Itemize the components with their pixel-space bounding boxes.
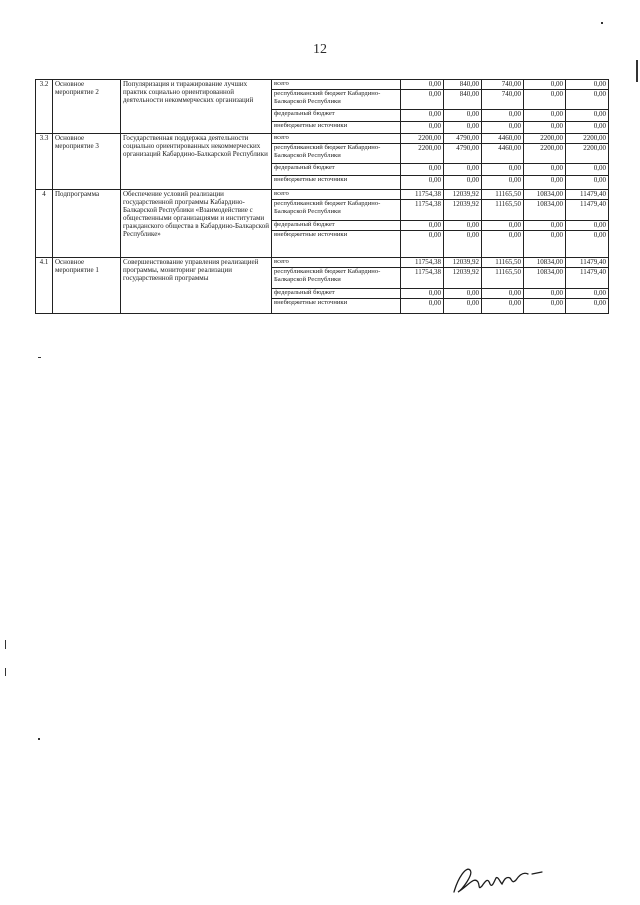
value-cell: 0,00 — [401, 299, 444, 314]
value-cell: 0,00 — [524, 90, 566, 110]
value-cell: 0,00 — [524, 80, 566, 90]
activity-description: Государственная поддержка деятельности социально ориентированных некоммерческих организаций Кабардино-Балкарской Республики — [121, 134, 272, 190]
activity-name: Основное мероприятие 3 — [53, 134, 121, 190]
value-cell: 0,00 — [401, 110, 444, 122]
value-cell: 0,00 — [482, 122, 524, 134]
value-cell: 0,00 — [401, 221, 444, 231]
value-cell: 0,00 — [444, 231, 482, 258]
value-cell: 0,00 — [444, 110, 482, 122]
value-cell: 2200,00 — [401, 144, 444, 164]
value-cell: 0,00 — [482, 176, 524, 190]
value-cell: 11479,40 — [566, 268, 609, 289]
value-cell: 11479,40 — [566, 190, 609, 200]
value-cell: 4790,00 — [444, 144, 482, 164]
activity-name: Подпрограмма — [53, 190, 121, 258]
value-cell: 12039,92 — [444, 258, 482, 268]
value-cell: 840,00 — [444, 80, 482, 90]
value-cell: 0,00 — [524, 221, 566, 231]
value-cell: 12039,92 — [444, 200, 482, 221]
funding-source: федеральный бюджет — [272, 289, 401, 299]
signature-image — [448, 856, 558, 898]
value-cell: 0,00 — [444, 299, 482, 314]
value-cell: 11754,38 — [401, 200, 444, 221]
value-cell: 0,00 — [482, 110, 524, 122]
value-cell: 0,00 — [524, 110, 566, 122]
funding-source: республиканский бюджет Кабардино-Балкарской Республики — [272, 200, 401, 221]
value-cell: 4790,00 — [444, 134, 482, 144]
value-cell: 10834,00 — [524, 268, 566, 289]
value-cell: 840,00 — [444, 90, 482, 110]
value-cell: 11479,40 — [566, 200, 609, 221]
funding-source: внебюджетные источники — [272, 299, 401, 314]
value-cell: 10834,00 — [524, 190, 566, 200]
value-cell: 0,00 — [444, 289, 482, 299]
value-cell: 740,00 — [482, 80, 524, 90]
value-cell: 0,00 — [401, 176, 444, 190]
value-cell: 0,00 — [566, 299, 609, 314]
activity-description: Популяризация и тиражирование лучших практик социально ориентированной деятельности некоммерческих организаций — [121, 80, 272, 134]
value-cell: 0,00 — [566, 231, 609, 258]
value-cell: 11165,50 — [482, 268, 524, 289]
activity-name: Основное мероприятие 1 — [53, 258, 121, 314]
activity-description: Обеспечение условий реализации государственной программы Кабардино-Балкарской Республики «Взаимодействие с общественными организациями и институтами гражданского общества в Кабардино-Балкарской Республике» — [121, 190, 272, 258]
value-cell: 0,00 — [401, 122, 444, 134]
value-cell: 11754,38 — [401, 258, 444, 268]
value-cell: 0,00 — [482, 164, 524, 176]
value-cell: 0,00 — [401, 231, 444, 258]
table-row — [36, 80, 609, 90]
value-cell: 11754,38 — [401, 268, 444, 289]
row-number: 3.2 — [36, 80, 53, 134]
value-cell: 2200,00 — [566, 134, 609, 144]
value-cell: 0,00 — [566, 176, 609, 190]
value-cell: 0,00 — [566, 80, 609, 90]
funding-source: республиканский бюджет Кабардино-Балкарской Республики — [272, 144, 401, 164]
value-cell: 11165,50 — [482, 200, 524, 221]
activity-description: Совершенствование управления реализацией программы, мониторинг реализации государственной программы — [121, 258, 272, 314]
table-row — [36, 134, 609, 144]
value-cell: 11165,50 — [482, 258, 524, 268]
value-cell: 0,00 — [566, 221, 609, 231]
value-cell: 0,00 — [524, 176, 566, 190]
value-cell: 2200,00 — [524, 144, 566, 164]
row-number: 4.1 — [36, 258, 53, 314]
value-cell: 4460,00 — [482, 144, 524, 164]
value-cell: 0,00 — [524, 231, 566, 258]
funding-source: внебюджетные источники — [272, 176, 401, 190]
value-cell: 0,00 — [566, 164, 609, 176]
value-cell: 0,00 — [444, 164, 482, 176]
value-cell: 0,00 — [401, 80, 444, 90]
value-cell: 0,00 — [566, 122, 609, 134]
scan-mark — [636, 60, 638, 82]
funding-source: республиканский бюджет Кабардино-Балкарской Республики — [272, 90, 401, 110]
value-cell: 11754,38 — [401, 190, 444, 200]
funding-source: всего — [272, 134, 401, 144]
value-cell: 11165,50 — [482, 190, 524, 200]
value-cell: 11479,40 — [566, 258, 609, 268]
budget-table — [35, 79, 609, 314]
value-cell: 0,00 — [566, 110, 609, 122]
scan-mark — [38, 738, 40, 740]
funding-source: всего — [272, 258, 401, 268]
scan-mark — [5, 668, 6, 676]
value-cell: 0,00 — [482, 231, 524, 258]
row-number: 3.3 — [36, 134, 53, 190]
value-cell: 0,00 — [524, 299, 566, 314]
scan-mark — [5, 640, 6, 649]
value-cell: 0,00 — [444, 122, 482, 134]
page-number: 12 — [313, 42, 327, 57]
value-cell: 0,00 — [566, 289, 609, 299]
scan-mark — [601, 22, 603, 24]
funding-source: федеральный бюджет — [272, 110, 401, 122]
row-number: 4 — [36, 190, 53, 258]
table-row — [36, 258, 609, 268]
value-cell: 10834,00 — [524, 258, 566, 268]
funding-source: всего — [272, 80, 401, 90]
funding-source: всего — [272, 190, 401, 200]
value-cell: 0,00 — [401, 289, 444, 299]
value-cell: 740,00 — [482, 90, 524, 110]
value-cell: 0,00 — [444, 221, 482, 231]
value-cell: 0,00 — [482, 289, 524, 299]
funding-source: внебюджетные источники — [272, 231, 401, 258]
funding-source: внебюджетные источники — [272, 122, 401, 134]
funding-source: федеральный бюджет — [272, 221, 401, 231]
value-cell: 0,00 — [566, 90, 609, 110]
value-cell: 4460,00 — [482, 134, 524, 144]
value-cell: 0,00 — [401, 164, 444, 176]
value-cell: 0,00 — [524, 164, 566, 176]
value-cell: 10834,00 — [524, 200, 566, 221]
scan-mark — [38, 357, 41, 358]
value-cell: 0,00 — [444, 176, 482, 190]
table-row — [36, 190, 609, 200]
funding-source: республиканский бюджет Кабардино-Балкарской Республики — [272, 268, 401, 289]
value-cell: 2200,00 — [401, 134, 444, 144]
value-cell: 0,00 — [524, 289, 566, 299]
value-cell: 12039,92 — [444, 190, 482, 200]
value-cell: 0,00 — [482, 221, 524, 231]
funding-source: федеральный бюджет — [272, 164, 401, 176]
value-cell: 0,00 — [524, 122, 566, 134]
value-cell: 2200,00 — [524, 134, 566, 144]
value-cell: 0,00 — [401, 90, 444, 110]
value-cell: 12039,92 — [444, 268, 482, 289]
activity-name: Основное мероприятие 2 — [53, 80, 121, 134]
value-cell: 0,00 — [482, 299, 524, 314]
value-cell: 2200,00 — [566, 144, 609, 164]
